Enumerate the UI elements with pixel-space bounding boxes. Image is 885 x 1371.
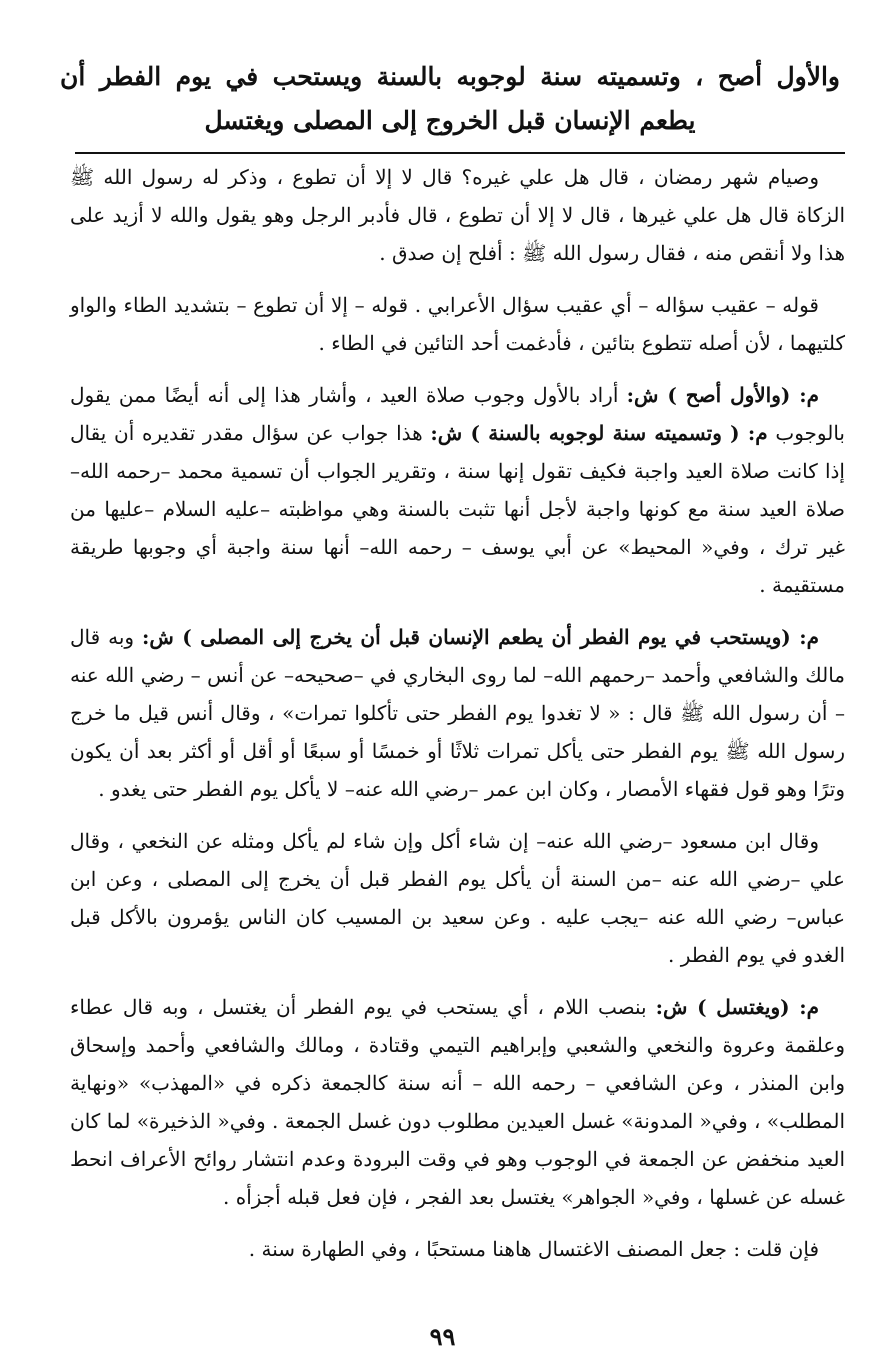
matn-marker: م: (والأول أصح ) ش: <box>626 383 819 407</box>
commentary-text: وبه قال مالك والشافعي وأحمد –رحمهم الله– لما روى البخاري في –صحيحه– عن أنس – رضي الله عنه – أن رسول الله ﷺ قال : « لا تغدوا يوم الفطر حتى تأكلوا تمرات» ، وقال أنس قيل ما خرج رسول الله ﷺ يوم الفطر حتى يأكل تمرات ثلاثًا أو خمسًا أو سبعًا أو أقل أو أكثر بعد أن يكون وترًا وهو قول فقهاء الأمصار ، وكان ابن عمر –رضي الله عنه– لا يأكل يوم الفطر حتى يغدو . <box>70 625 845 801</box>
commentary-body <box>70 158 845 1268</box>
commentary-text: بنصب اللام ، أي يستحب في يوم الفطر أن يغتسل ، وبه قال عطاء وعلقمة وعروة والنخعي والشعبي وإبراهيم التيمي وقتادة ، ومالك والشافعي وأحمد وإسحاق وابن المنذر ، وعن الشافعي – رحمه الله – أنه سنة كالجمعة ذكره في «المهذب» «ونهاية المطلب» ، وفي« المدونة» غسل العيدين مطلوب دون غسل الجمعة . وفي« الذخيرة» لما كان العيد منخفض عن الجمعة في الوجوب وهو في وقت البرودة وعدم انتشار روائح الأعراف انحط غسله عن غسلها ، وفي« الجواهر» يغتسل بعد الفجر ، فإن فعل قبله أجزأه . <box>70 995 845 1209</box>
paragraph-explanation-tatawwa: قوله – عقيب سؤاله – أي عقيب سؤال الأعرابي . قوله – إلا أن تطوع – بتشديد الطاء والواو كلتيهما ، لأن أصله تتطوع بتائين ، فأدغمت أحد التائين في الطاء . <box>70 293 845 355</box>
matn-marker: م: (ويستحب في يوم الفطر أن يطعم الإنسان قبل أن يخرج إلى المصلى ) ش: <box>141 625 819 649</box>
page-number: ٩٩ <box>429 1322 456 1351</box>
paragraph-objection: فإن قلت : جعل المصنف الاغتسال هاهنا مستحبًا ، وفي الطهارة سنة . <box>248 1237 819 1261</box>
matn-marker: م: ( وتسميته سنة لوجوبه بالسنة ) ش: <box>430 421 768 445</box>
commentary-text: هذا جواب عن سؤال مقدر تقديره أن يقال إذا كانت صلاة العيد واجبة فكيف تقول إنها سنة ، وتقرير الجواب أن تسمية محمد –رحمه الله– صلاة العيد سنة مع كونها واجبة لأجل أنها تثبت بالسنة وهي مواظبته –عليه السلام –عليها من غير ترك ، وفي« المحيط» عن أبي يوسف – رحمه الله– أنها سنة واجبة أي وجوبها طريقة مستقيمة . <box>70 421 845 597</box>
section-heading: والأول أصح ، وتسميته سنة لوجوبه بالسنة ويستحب في يوم الفطر أن يطعم الإنسان قبل الخروج إلى المصلى ويغتسل <box>60 62 840 135</box>
commentary-text: أراد بالأول وجوب صلاة العيد ، وأشار هذا إلى أنه أيضًا ممن يقول بالوجوب <box>70 383 845 445</box>
heading-divider <box>75 152 845 154</box>
paragraph-companion-opinions: وقال ابن مسعود –رضي الله عنه– إن شاء أكل وإن شاء لم يأكل ومثله عن النخعي ، وقال علي –رضي الله عنه –من السنة أن يأكل يوم الفطر قبل أن يخرج إلى المصلى ، وعن ابن عباس– رضي الله عنه –يجب عليه . وعن سعيد بن المسيب كان الناس يؤمرون بالأكل قبل الغدو في يوم الفطر . <box>70 829 845 967</box>
matn-marker: م: (ويغتسل ) ش: <box>655 995 819 1019</box>
paragraph-bathing <box>70 988 845 1216</box>
paragraph-eating-before-prayer <box>70 618 845 808</box>
paragraph-first-is-correct <box>70 376 845 604</box>
paragraph-hadith-continuation: وصيام شهر رمضان ، قال هل علي غيره؟ قال لا إلا أن تطوع ، وذكر له رسول الله ﷺ الزكاة قال هل علي غيرها ، قال لا إلا أن تطوع ، قال فأدبر الرجل وهو يقول والله لا أزيد على هذا ولا أنقص منه ، فقال رسول الله ﷺ : أفلح إن صدق . <box>70 165 845 265</box>
